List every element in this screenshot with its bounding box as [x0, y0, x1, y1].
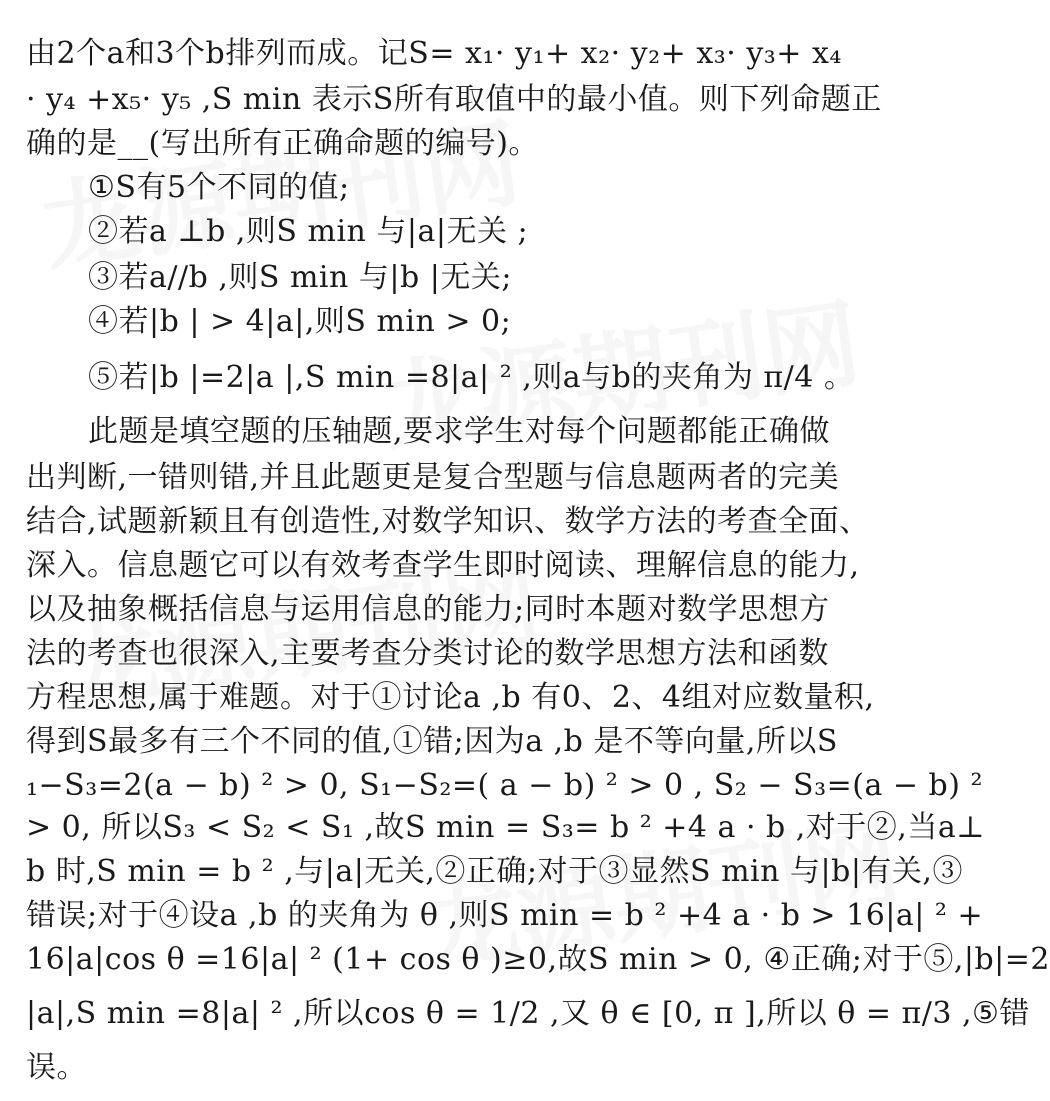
- text-line: · y₄ +x₅· y₅ ,S min 表示S所有取值中的最小值。则下列命题正: [26, 82, 882, 117]
- text-line: 由2个a和3个b排列而成。记S= x₁· y₁+ x₂· y₂+ x₃· y₃+ x₄: [26, 36, 842, 71]
- text-line: ₁−S₃=2(a − b) ² > 0, S₁−S₂=( a − b) ² > 0 , S₂ − S₃=(a − b) ²: [26, 768, 984, 803]
- text-line: 以及抽象概括信息与运用信息的能力;同时本题对数学思想方: [26, 592, 830, 627]
- text-line: |a|,S min =8|a| ² ,所以cos θ = 1/2 ,又 θ ∈ [0, π ],所以 θ = π/3 ,⑤错: [26, 996, 1030, 1031]
- text-line: 方程思想,属于难题。对于①讨论a ,b 有0、2、4组对应数量积,: [26, 680, 875, 715]
- text-line: 结合,试题新颖且有创造性,对数学知识、数学方法的考查全面、: [26, 504, 870, 539]
- text-line: 出判断,一错则错,并且此题更是复合型题与信息题两者的完美: [26, 460, 840, 495]
- text-line: 错误;对于④设a ,b 的夹角为 θ ,则S min = b ² +4 a · b > 16|a| ² +: [26, 898, 984, 933]
- proposition-2: ②若a ⊥b ,则S min 与|a|无关 ;: [88, 214, 529, 249]
- text-line: b 时,S min = b ² ,与|a|无关,②正确;对于③显然S min 与|b|有关,③: [26, 854, 963, 889]
- proposition-1: ①S有5个不同的值;: [88, 170, 350, 205]
- text-line: > 0, 所以S₃ < S₂ < S₁ ,故S min = S₃= b ² +4 a · b ,对于②,当a⊥: [26, 810, 985, 845]
- paragraph-first-line: 此题是填空题的压轴题,要求学生对每个问题都能正确做: [88, 414, 831, 449]
- proposition-5: ⑤若|b |=2|a |,S min =8|a| ² ,则a与b的夹角为 π/4 。: [88, 360, 855, 395]
- text-line: 得到S最多有三个不同的值,①错;因为a ,b 是不等向量,所以S: [26, 724, 838, 759]
- proposition-4: ④若|b | > 4|a|,则S min > 0;: [88, 304, 512, 339]
- text-line: 确的是__(写出所有正确命题的编号)。: [26, 126, 539, 161]
- proposition-3: ③若a//b ,则S min 与|b |无关;: [88, 260, 512, 295]
- text-line: 误。: [26, 1050, 87, 1085]
- text-line: 深入。信息题它可以有效考查学生即时阅读、理解信息的能力,: [26, 548, 860, 583]
- text-line: 16|a|cos θ =16|a| ² (1+ cos θ )≥0,故S min > 0, ④正确;对于⑤,|b|=2: [26, 942, 1050, 977]
- text-line: 法的考查也很深入,主要考查分类讨论的数学思想方法和函数: [26, 636, 830, 671]
